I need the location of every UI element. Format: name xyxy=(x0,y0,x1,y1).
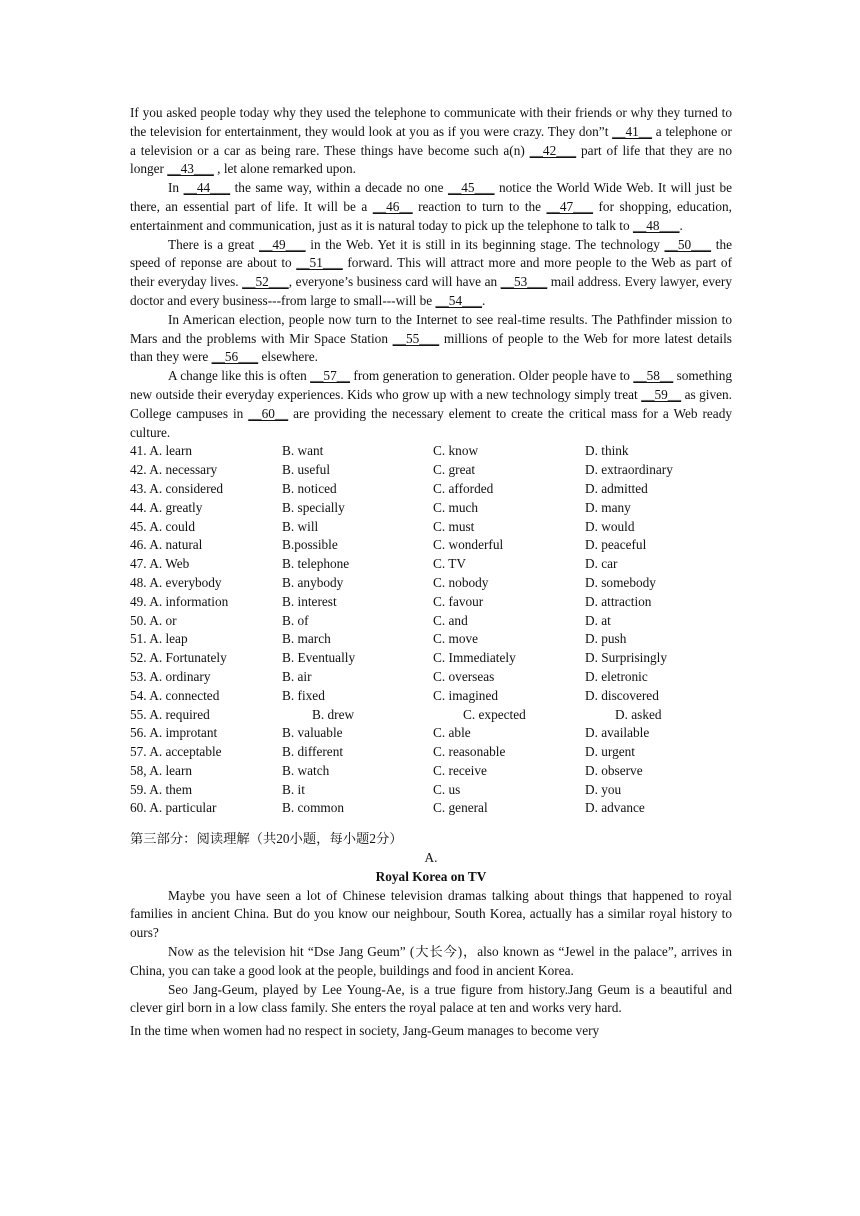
option-b: B. noticed xyxy=(282,480,337,496)
blank-45: __45___ xyxy=(447,180,495,196)
option-d: D. peaceful xyxy=(585,537,647,553)
text: forward. This will attract more and more people to the Web as part of their everyday lives. xyxy=(130,255,732,290)
option-b: B. will xyxy=(282,518,319,534)
option-row-49 xyxy=(130,593,732,612)
article-paragraph-3: Seo Jang-Geum, played by Lee Young-Ae, is a true figure from history.Jang Geum is a beautiful and clever girl born in a low class family. She enters the royal palace at ten and works very hard. xyxy=(130,981,732,1016)
text: are providing the necessary element to create the critical mass for a Web ready culture. xyxy=(130,405,732,440)
option-d: D. eletronic xyxy=(585,668,648,684)
option-d: D. admitted xyxy=(585,480,648,496)
option-b: B. Eventually xyxy=(282,650,356,666)
text: In xyxy=(168,180,184,196)
option-d: D. asked xyxy=(615,706,662,722)
option-c: C. expected xyxy=(463,706,526,722)
option-row-45 xyxy=(130,518,732,537)
option-a: 54. A. connected xyxy=(130,687,220,703)
option-d: D. urgent xyxy=(585,744,635,760)
option-d: D. many xyxy=(585,499,631,515)
option-b: B. march xyxy=(282,631,331,647)
text: as given. College campuses in xyxy=(130,386,732,421)
option-c: C. receive xyxy=(433,762,487,778)
text: from generation to generation. Older people have to xyxy=(350,368,634,384)
option-c: C. must xyxy=(433,518,475,534)
option-a: 49. A. information xyxy=(130,593,229,609)
option-d: D. available xyxy=(585,725,650,741)
option-b: B. anybody xyxy=(282,574,344,590)
blank-59: __59__ xyxy=(641,386,682,402)
option-d: D. extraordinary xyxy=(585,462,673,478)
option-a: 53. A. ordinary xyxy=(130,668,211,684)
option-c: C. reasonable xyxy=(433,744,506,760)
option-d: D. attraction xyxy=(585,593,652,609)
option-c: C. general xyxy=(433,800,488,816)
article-paragraph-4: In the time when women had no respect in society, Jang-Geum manages to become very xyxy=(130,1023,600,1039)
blank-46: __46__ xyxy=(372,198,413,214)
option-d: D. push xyxy=(585,631,627,647)
option-c: C. TV xyxy=(433,556,467,572)
blank-47: __47___ xyxy=(546,198,594,214)
option-c: C. able xyxy=(433,725,471,741)
blank-49: __49___ xyxy=(259,236,306,252)
option-d: D. somebody xyxy=(585,574,656,590)
text: If you asked people today why they used the telephone to communicate with their friends or why they turned to the television for entertainment, they would look at you as if you were crazy. They don”t xyxy=(130,105,732,139)
article-title: Royal Korea on TV xyxy=(375,868,487,884)
blank-52: __52___ xyxy=(242,274,289,290)
passage-paragraph-2 xyxy=(130,179,732,235)
section-heading: 第三部分：阅读理解（共20小题，每小题2分） xyxy=(130,831,403,847)
option-row-56 xyxy=(130,724,732,743)
option-row-54 xyxy=(130,687,732,706)
option-row-59 xyxy=(130,781,732,800)
blank-60: __60__ xyxy=(248,405,289,421)
option-a: 41. A. learn xyxy=(130,443,193,459)
text: , everyone’s business card will have an xyxy=(288,274,501,290)
option-d: D. think xyxy=(585,443,629,459)
option-b: B. common xyxy=(282,800,345,816)
option-a: 47. A. Web xyxy=(130,556,190,572)
option-a: 60. A. particular xyxy=(130,800,217,816)
option-c: C. afforded xyxy=(433,480,494,496)
option-row-57 xyxy=(130,743,732,762)
text: In American election, people now turn to the Internet to see real-time results. The Pathfinder mission to Mars and the problems with Mir Space Station xyxy=(130,311,732,346)
blank-54: __54___ xyxy=(435,292,483,308)
option-a: 42. A. necessary xyxy=(130,462,218,478)
blank-41: __41__ xyxy=(612,123,653,139)
text: part of life that they are no longer xyxy=(130,142,732,177)
text: the same way, within a decade no one xyxy=(230,180,448,196)
option-b: B. specially xyxy=(282,499,345,515)
option-c: C. great xyxy=(433,462,476,478)
blank-48: __48___ xyxy=(632,217,680,233)
option-d: D. advance xyxy=(585,800,645,816)
option-row-55 xyxy=(130,706,732,725)
option-a: 45. A. could xyxy=(130,518,196,534)
blank-50: __50___ xyxy=(664,236,712,252)
option-a: 46. A. natural xyxy=(130,537,203,553)
text: notice the World Wide Web. It will just be there, an essential part of life. It will be a xyxy=(130,180,733,214)
passage-paragraph-1 xyxy=(130,104,732,179)
option-row-52 xyxy=(130,649,732,668)
option-row-46 xyxy=(130,536,732,555)
option-c: C. overseas xyxy=(433,668,495,684)
passage-paragraph-3 xyxy=(130,236,732,311)
option-c: C. wonderful xyxy=(433,537,504,553)
option-c: C. nobody xyxy=(433,574,489,590)
option-c: C. move xyxy=(433,631,479,647)
option-d: D. Surprisingly xyxy=(585,650,668,666)
option-a: 43. A. considered xyxy=(130,480,224,496)
text: A change like this is often xyxy=(168,368,311,384)
option-d: D. you xyxy=(585,781,622,797)
option-row-47 xyxy=(130,555,732,574)
option-c: C. much xyxy=(433,499,479,515)
option-row-60 xyxy=(130,799,732,818)
option-a: 50. A. or xyxy=(130,612,177,628)
blank-53: __53___ xyxy=(500,274,548,290)
article-paragraph-1: Maybe you have seen a lot of Chinese television dramas talking about things that happened to royal families in ancient China. But do you know our neighbour, South Korea, actually has a similar royal history to ours? xyxy=(130,887,732,941)
text: . xyxy=(482,292,486,308)
text: for shopping, education, entertainment and communication, just as it is natural today to pick up the telephone to talk to xyxy=(130,198,733,233)
option-d: D. discovered xyxy=(585,687,659,703)
option-a: 51. A. leap xyxy=(130,631,188,647)
option-row-44 xyxy=(130,499,732,518)
text: a telephone or a television or a car as being rare. These things have become such a(n) xyxy=(130,123,732,158)
answer-options-table xyxy=(130,442,732,818)
option-d: D. would xyxy=(585,518,635,534)
option-b: B. fixed xyxy=(282,687,325,703)
blank-56: __56___ xyxy=(211,349,259,365)
blank-42: __42___ xyxy=(529,142,577,158)
option-row-58 xyxy=(130,762,732,781)
text: in the Web. Yet it is still in its beginning stage. The technology xyxy=(305,236,665,252)
text: the speed of reponse are about to xyxy=(130,236,732,271)
blank-43: __43___ xyxy=(167,161,214,177)
option-b: B. telephone xyxy=(282,556,350,572)
option-d: D. car xyxy=(585,556,618,572)
blank-44: __44___ xyxy=(183,180,231,196)
passage-paragraph-5 xyxy=(130,367,732,442)
option-c: C. favour xyxy=(433,593,484,609)
option-a: 58, A. learn xyxy=(130,762,193,778)
blank-55: __55___ xyxy=(392,330,440,346)
option-c: C. imagined xyxy=(433,687,498,703)
text: , let alone remarked upon. xyxy=(213,161,356,177)
option-b: B. watch xyxy=(282,762,330,778)
option-d: D. observe xyxy=(585,762,643,778)
text: millions of people to the Web for more latest details than they were xyxy=(130,330,732,365)
option-c: C. Immediately xyxy=(433,650,516,666)
option-b: B. interest xyxy=(282,593,337,609)
option-a: 55. A. required xyxy=(130,706,210,722)
option-b: B. of xyxy=(282,612,309,628)
option-b: B. different xyxy=(282,744,344,760)
option-c: C. know xyxy=(433,443,479,459)
article-paragraph-2: Now as the television hit “Dse Jang Geum” (大长今)，also known as “Jewel in the palace”, arrives in China, you can take a good look at the people, buildings and food in ancient Korea. xyxy=(130,944,732,978)
option-b: B. valuable xyxy=(282,725,343,741)
option-b: B. air xyxy=(282,668,312,684)
part-label: A. xyxy=(424,850,438,866)
option-row-53 xyxy=(130,668,732,687)
text: something new outside their everyday experiences. Kids who grow up with a new technology simply treat xyxy=(130,368,732,402)
option-b: B. useful xyxy=(282,462,331,478)
text: There is a great xyxy=(168,236,260,252)
option-row-43 xyxy=(130,480,732,499)
option-a: 59. A. them xyxy=(130,781,193,797)
exam-page xyxy=(130,104,732,1041)
blank-51: __51___ xyxy=(296,255,343,271)
option-row-41 xyxy=(130,442,732,461)
option-row-42 xyxy=(130,461,732,480)
text: mail address. Every lawyer, every doctor and every business---from large to small---will be xyxy=(130,274,732,308)
option-b: B.possible xyxy=(282,537,338,553)
blank-58: __58__ xyxy=(633,368,674,384)
option-b: B. want xyxy=(282,443,324,459)
text: reaction to turn to the xyxy=(412,198,547,214)
option-a: 52. A. Fortunately xyxy=(130,650,227,666)
option-a: 56. A. improtant xyxy=(130,725,218,741)
text: . xyxy=(679,217,683,233)
option-c: C. and xyxy=(433,612,468,628)
blank-57: __57__ xyxy=(310,368,351,384)
option-a: 57. A. acceptable xyxy=(130,744,222,760)
option-row-51 xyxy=(130,630,732,649)
option-a: 44. A. greatly xyxy=(130,499,203,515)
option-a: 48. A. everybody xyxy=(130,574,222,590)
option-row-50 xyxy=(130,612,732,631)
option-d: D. at xyxy=(585,612,611,628)
option-b: B. drew xyxy=(312,706,355,722)
passage-paragraph-4 xyxy=(130,311,732,367)
option-b: B. it xyxy=(282,781,305,797)
text: elsewhere. xyxy=(258,349,318,365)
option-row-48 xyxy=(130,574,732,593)
option-c: C. us xyxy=(433,781,461,797)
